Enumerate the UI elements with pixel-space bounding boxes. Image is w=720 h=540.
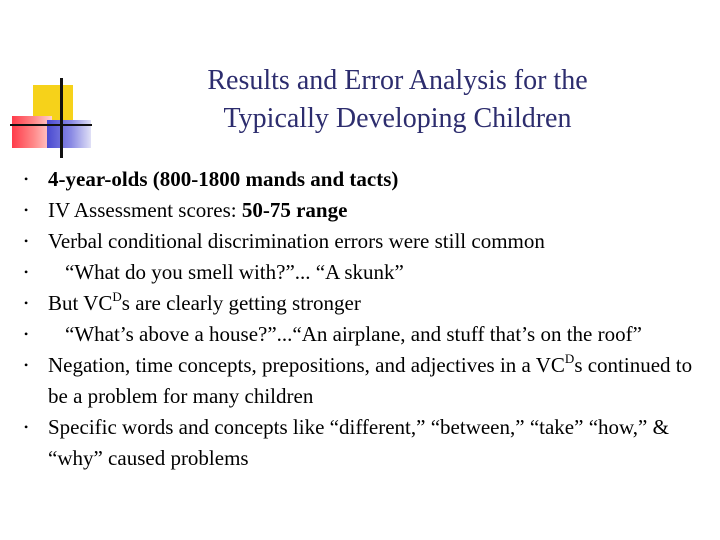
bullet-text-bold: 50-75 range xyxy=(241,198,348,222)
bullet-text: Verbal conditional discrimination errors were still common xyxy=(48,229,545,253)
bullet-item xyxy=(0,350,720,412)
bullet-item xyxy=(0,226,720,257)
bullet-dot: • xyxy=(24,203,29,217)
bullet-text: Negation, time concepts, prepositions, and adjectives in a VC xyxy=(48,353,565,377)
title-line-1: Results and Error Analysis for the xyxy=(207,65,588,96)
bullet-text: “What do you smell with?”... “A skunk” xyxy=(65,260,404,284)
bullet-item xyxy=(0,257,720,288)
superscript-d: D xyxy=(112,289,122,304)
bullet-item xyxy=(0,164,720,195)
bullet-text: s continued to be a problem for many children xyxy=(48,353,693,408)
bullet-item xyxy=(0,195,720,226)
title-line-2: Typically Developing Children xyxy=(223,103,572,134)
slide-logo-decoration xyxy=(0,0,110,150)
bullet-item xyxy=(0,319,720,350)
bullet-dot: • xyxy=(24,265,29,279)
bullet-dot: • xyxy=(24,327,29,341)
bullet-text: s are clearly getting stronger xyxy=(121,291,361,315)
bullet-dot: • xyxy=(24,420,29,434)
bullet-dot: • xyxy=(24,296,29,310)
bullet-list xyxy=(0,164,720,474)
red-square-decoration xyxy=(12,116,52,148)
bullet-item xyxy=(0,412,720,474)
bullet-dot: • xyxy=(24,234,29,248)
horizontal-line-decoration xyxy=(10,124,92,126)
bullet-text: But VC xyxy=(48,291,113,315)
slide-title xyxy=(170,62,625,138)
bullet-item xyxy=(0,288,720,319)
bullet-dot: • xyxy=(24,358,29,372)
bullet-text: “What’s above a house?”...“An airplane, and stuff that’s on the roof” xyxy=(65,322,642,346)
bullet-text: Specific words and concepts like “different,” “between,” “take” “how,” & “why” caused problems xyxy=(48,415,669,470)
vertical-line-decoration xyxy=(60,78,63,158)
bullet-dot: • xyxy=(24,172,29,186)
superscript-d: D xyxy=(564,351,575,366)
bullet-text: IV Assessment scores: xyxy=(48,198,242,222)
bullet-text-bold: 4-year-olds (800-1800 mands and tacts) xyxy=(48,167,399,191)
